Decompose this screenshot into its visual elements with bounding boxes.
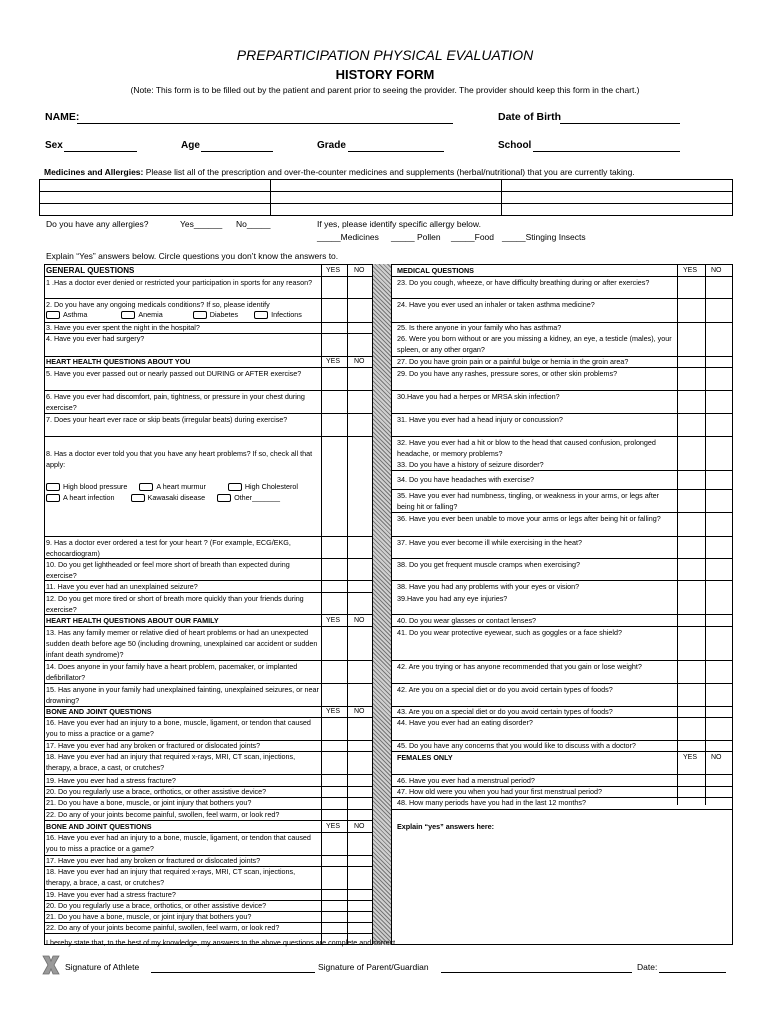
med-cell[interactable]: [502, 180, 733, 192]
question-30: 30.Have you had a herpes or MRSA skin infection?: [397, 392, 560, 401]
question-43: 43. Are you on a special diet or do you avoid certain types of foods?: [397, 707, 613, 716]
question-21: 21. Do you have a bone, muscle, or joint injury that bothers you?: [46, 798, 252, 807]
grade-label: Grade: [317, 140, 346, 151]
date-field[interactable]: [659, 972, 726, 973]
question-18: 18. Have you ever had an injury that required x-rays, MRI, CT scan, injections, therapy, a brace, a cast, or crutches?: [46, 752, 296, 772]
bone-joint-header: BONE AND JOINT QUESTIONS: [46, 707, 152, 716]
question-13: 13. Has any family memer or relative died of heart problems or had an unexpected sudden death before age 50 (including drowning, unexplained car accident or sudden infant death syndrome)?: [46, 628, 318, 659]
allergy-food[interactable]: _____Food: [451, 232, 495, 242]
no-column-header: NO: [354, 823, 365, 830]
name-field[interactable]: [77, 123, 453, 124]
anemia-checkbox[interactable]: [121, 311, 135, 319]
school-label: School: [498, 140, 532, 151]
form-title: PREPARTICIPATION PHYSICAL EVALUATION: [236, 47, 534, 63]
right-no-column-divider: [705, 264, 706, 805]
row-separator: [44, 436, 372, 437]
question-17-repeat: 17. Have you ever had any broken or fractured or dislocated joints?: [46, 856, 261, 865]
school-field[interactable]: [533, 151, 680, 152]
question-17: 17. Have you ever had any broken or fractured or dislocated joints?: [46, 741, 261, 750]
question-7: 7. Does your heart ever race or skip beats (irregular beats) during exercise?: [46, 415, 288, 424]
question-3: 3. Have you ever spent the night in the hospital?: [46, 323, 200, 332]
question-38b: 38. Have you had any problems with your eyes or vision?: [397, 582, 580, 591]
form-subtitle: HISTORY FORM: [335, 67, 435, 82]
question-22-repeat: 22. Do any of your joints become painful, swollen, feel warm, or look red?: [46, 923, 280, 932]
question-23: 23. Do you cough, wheeze, or have difficulty breathing during or after exercies?: [397, 278, 650, 287]
athlete-signature-field[interactable]: [151, 972, 315, 973]
med-cell[interactable]: [40, 204, 271, 216]
question-26: 26. Were you born without or are you missing a kidney, an eye, a testicle (males), your spleen, or any other organ?: [397, 334, 672, 354]
diabetes-option: Diabetes: [209, 310, 239, 319]
question-34: 34. Do you have headaches with exercise?: [397, 475, 535, 484]
question-47: 47. How old were you when you had your first menstrual period?: [397, 787, 602, 796]
question-40: 40. Do you wear glasses or contact lenses?: [397, 616, 537, 625]
question-48: 48. How many periods have you had in the last 12 months?: [397, 798, 586, 807]
q8-options-row2: [46, 493, 280, 502]
question-39: 39.Have you had any eye injuries?: [397, 594, 508, 603]
med-cell[interactable]: [40, 192, 271, 204]
parent-signature-field[interactable]: [441, 972, 632, 973]
high-cholesterol-option: High Cholesterol: [244, 482, 298, 491]
name-label: NAME:: [45, 111, 80, 123]
med-cell[interactable]: [271, 192, 502, 204]
q2-options: [46, 310, 302, 319]
explain-instructions: Explain “Yes” answers below. Circle questions you don’t know the answers to.: [46, 251, 339, 261]
question-6: 6. Have you ever had discomfort, pain, tightness, or pressure in your chest during exercise?: [46, 392, 305, 412]
medicines-label: Medicines and Allergies:: [44, 167, 144, 177]
row-separator: [391, 470, 733, 471]
dob-label: Date of Birth: [498, 111, 561, 123]
medicines-text: Please list all of the prescription and over-the-counter medicines and supplements (herbal/nutritional) that you are currently taking.: [145, 167, 635, 177]
question-25: 25. Is there anyone in your family who has asthma?: [397, 323, 562, 332]
allergy-pollen[interactable]: _____ Pollen: [391, 232, 441, 242]
kawasaki-checkbox[interactable]: [131, 494, 145, 502]
family-heart-header: HEART HEALTH QUESTIONS ABOUT OUR FAMILY: [46, 616, 219, 625]
sign-here-x-icon: [40, 954, 62, 976]
grade-field[interactable]: [348, 151, 444, 152]
question-18-repeat: 18. Have you ever had an injury that required x-rays, MRI, CT scan, injections, therapy, a brace, a cast, or crutches?: [46, 867, 296, 887]
no-column-header: NO: [354, 708, 365, 715]
question-19: 19. Have you ever had a stress fracture?: [46, 776, 176, 785]
question-42a: 42. Are you trying or has anyone recommended that you gain or lose weight?: [397, 662, 642, 671]
diabetes-checkbox[interactable]: [193, 311, 207, 319]
yes-column-header: YES: [326, 823, 341, 830]
yes-column-header: YES: [326, 708, 341, 715]
med-cell[interactable]: [502, 204, 733, 216]
sex-field[interactable]: [64, 151, 137, 152]
infections-option: Infections: [271, 310, 302, 319]
question-24: 24. Have you ever used an inhaler or taken asthma medicine?: [397, 300, 595, 309]
question-19-repeat: 19. Have you ever had a stress fracture?: [46, 890, 176, 899]
date-label: Date:: [637, 962, 658, 972]
yes-column-header: YES: [683, 267, 698, 274]
age-label: Age: [181, 140, 200, 151]
question-45: 45. Do you have any concerns that you would like to discuss with a doctor?: [397, 741, 636, 750]
allergy-yes[interactable]: Yes______: [180, 219, 223, 229]
question-29: 29. Do you have any rashes, pressure sores, or other skin problems?: [397, 369, 618, 378]
right-yes-column-divider: [677, 264, 678, 805]
other-option: Other_______: [234, 493, 281, 502]
heart-health-header: HEART HEALTH QUESTIONS ABOUT YOU: [46, 357, 191, 366]
question-20: 20. Do you regularly use a brace, orthotics, or other assistive device?: [46, 787, 267, 796]
yes-column-header: YES: [326, 617, 341, 624]
other-checkbox[interactable]: [217, 494, 231, 502]
no-column-header: NO: [354, 617, 365, 624]
allergy-insects[interactable]: _____Stinging Insects: [502, 232, 586, 242]
no-column-header: NO: [711, 754, 722, 761]
allergy-no[interactable]: No_____: [236, 219, 271, 229]
medicines-grid: [39, 179, 733, 216]
yes-column-header: YES: [326, 267, 341, 274]
question-4: 4. Have you ever had surgery?: [46, 334, 145, 343]
question-1: 1 .Has a doctor ever denied or restricted your participation in sports for any reason?: [46, 278, 313, 287]
form-note: (Note: This form is to be filled out by the patient and parent prior to seeing the provider. The provider should keep this form in the chart.): [130, 85, 640, 95]
medical-questions-header: MEDICAL QUESTIONS: [397, 266, 474, 275]
high-cholesterol-checkbox[interactable]: [228, 483, 242, 491]
no-column-header: NO: [711, 267, 722, 274]
explain-yes-label: Explain “yes” answers here:: [397, 822, 495, 831]
question-31: 31. Have you ever had a head injury or concussion?: [397, 415, 563, 424]
high-blood-pressure-option: High blood pressure: [63, 482, 128, 491]
question-20-repeat: 20. Do you regularly use a brace, orthotics, or other assistive device?: [46, 901, 267, 910]
question-36: 36. Have you ever been unable to move your arms or legs after being hit or falling?: [397, 514, 661, 523]
question-2: 2. Do you have any ongoing medicals conditions? If so, please identify: [46, 300, 270, 309]
question-46: 46. Have you ever had a menstrual period?: [397, 776, 535, 785]
bone-joint-header-repeat: BONE AND JOINT QUESTIONS: [46, 822, 152, 831]
question-42b: 42. Are you on a special diet or do you avoid certain types of foods?: [397, 685, 613, 694]
question-44: 44. Have you ever had an eating disorder?: [397, 718, 533, 727]
row-separator: [44, 933, 372, 934]
question-10: 10. Do you get lightheaded or feel more short of breath than expected during exercise?: [46, 560, 290, 580]
med-cell[interactable]: [40, 180, 271, 192]
sex-label: Sex: [45, 140, 63, 151]
question-5: 5. Have you ever passed out or nearly passed out DURING or AFTER exercise?: [46, 369, 302, 378]
question-14: 14. Does anyone in your family have a heart problem, pacemaker, or implanted defibrillator?: [46, 662, 298, 682]
question-32: 32. Have you ever had a hit or blow to the head that caused confusion, prolonged headache, or memory problems?: [397, 438, 656, 458]
parent-signature-label: Signature of Parent/Guardian: [318, 962, 429, 972]
athlete-signature-label: Signature of Athlete: [65, 962, 140, 972]
kawasaki-option: Kawasaki disease: [147, 493, 206, 502]
anemia-option: Anemia: [138, 310, 163, 319]
attestation-statement: I hereby state that, to the best of my knowledge, my answers to the above questions are complete and correct.: [46, 938, 398, 947]
yes-column-header: YES: [683, 754, 698, 761]
question-11: 11. Have you ever had an unexplained seizure?: [46, 582, 198, 591]
q8-options-row1: [46, 482, 298, 491]
question-37: 37. Have you ever become ill while exercising in the heat?: [397, 538, 582, 547]
infections-checkbox[interactable]: [254, 311, 268, 319]
heart-murmur-checkbox[interactable]: [139, 483, 153, 491]
medicines-heading: [44, 167, 635, 177]
question-27: 27. Do you have groin pain or a painful bulge or hernia in the groin area?: [397, 357, 629, 366]
no-column-header: NO: [354, 267, 365, 274]
question-21-repeat: 21. Do you have a bone, muscle, or joint injury that bothers you?: [46, 912, 252, 921]
row-separator: [391, 809, 733, 810]
question-8: 8. Has a doctor ever told you that you have any heart problems? If so, check all that apply:: [46, 449, 313, 469]
med-cell[interactable]: [271, 204, 502, 216]
allergy-medicines[interactable]: _____Medicines: [317, 232, 379, 242]
asthma-option: Asthma: [63, 310, 88, 319]
question-16-repeat: 16. Have you ever had an injury to a bone, muscle, ligament, or tendon that caused you to miss a practice or a game?: [46, 833, 311, 853]
question-15: 15. Has anyone in your family had unexplained fainting, unexplained seizures, or near drowning?: [46, 685, 319, 705]
allergy-identify: If yes, please identify specific allergy below.: [317, 219, 481, 229]
question-9: 9. Has a doctor ever ordered a test for your heart ? (For example, ECG/EKG, echocardiogram): [46, 538, 291, 558]
age-field[interactable]: [201, 151, 273, 152]
heart-infection-checkbox[interactable]: [46, 494, 60, 502]
asthma-checkbox[interactable]: [46, 311, 60, 319]
divider-shading: [372, 264, 391, 945]
question-16: 16. Have you ever had an injury to a bone, muscle, ligament, or tendon that caused you to miss a practice or a game?: [46, 718, 311, 738]
med-cell[interactable]: [502, 192, 733, 204]
females-only-header: FEMALES ONLY: [397, 753, 453, 762]
question-41: 41. Do you wear protective eyewear, such as goggles or a face shield?: [397, 628, 622, 637]
heart-murmur-option: A heart murmur: [156, 482, 206, 491]
high-blood-pressure-checkbox[interactable]: [46, 483, 60, 491]
no-column-header: NO: [354, 358, 365, 365]
left-table-edge: [372, 264, 373, 945]
allergy-question: Do you have any allergies?: [46, 219, 149, 229]
general-questions-header: GENERAL QUESTIONS: [46, 266, 135, 275]
question-22: 22. Do any of your joints become painful, swollen, feel warm, or look red?: [46, 810, 280, 819]
question-35: 35. Have you ever had numbness, tingling, or weakness in your arms, or legs after being hit or falling?: [397, 491, 660, 511]
question-38: 38. Do you get frequent muscle cramps when exercising?: [397, 560, 580, 569]
yes-column-header: YES: [326, 358, 341, 365]
med-cell[interactable]: [271, 180, 502, 192]
question-33: 33. Do you have a history of seizure disorder?: [397, 460, 544, 469]
heart-infection-option: A heart infection: [63, 493, 115, 502]
dob-field[interactable]: [560, 123, 680, 124]
question-12: 12. Do you get more tired or short of breath more quickly than your friends during exercise?: [46, 594, 304, 614]
